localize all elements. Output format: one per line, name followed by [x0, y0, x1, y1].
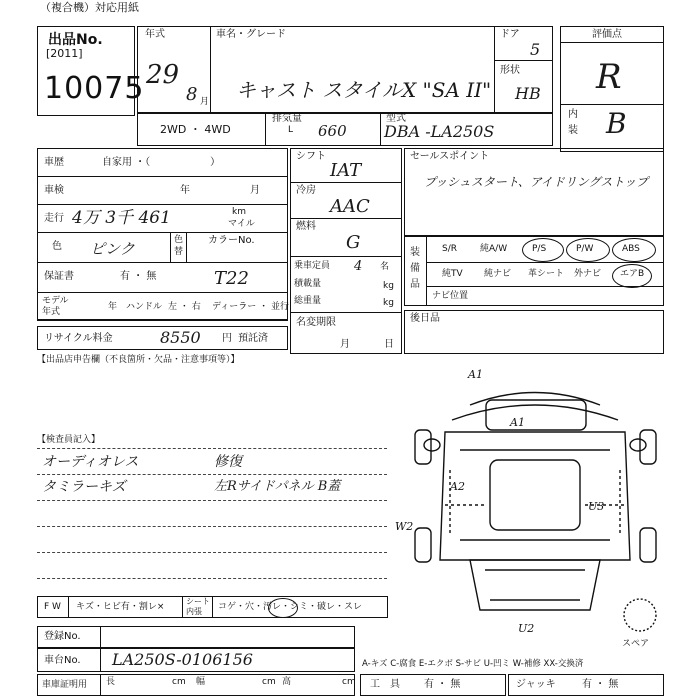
mark-u3: U3: [588, 500, 605, 513]
spare-label: スペア: [622, 639, 650, 649]
color-change-1: 色: [174, 235, 184, 245]
interior-label-1: 内: [568, 109, 578, 120]
mark-a2: A2: [450, 480, 465, 493]
total-weight-unit: kg: [383, 298, 394, 308]
name-change-day: 日: [384, 339, 394, 350]
type-value: DBA -LA250S: [384, 122, 495, 141]
equip-ext-navi: 外ナビ: [574, 269, 602, 279]
equipment-label-1: 装: [410, 247, 420, 258]
mileage-label: 走行: [44, 213, 64, 224]
registration-label: 登録No.: [44, 631, 81, 642]
chassis-value: LA250S-0106156: [112, 650, 253, 669]
cert-height: 高: [282, 677, 292, 687]
rear-item-label: 後日品: [410, 313, 440, 324]
handle-options: 左 ・ 右: [168, 302, 201, 312]
mark-u2: U2: [518, 622, 535, 635]
cert-label: 車庫証明用: [42, 680, 88, 690]
fuel-value: G: [346, 232, 361, 253]
equip-abs: ABS: [622, 244, 640, 254]
cert-length: 長: [106, 677, 116, 687]
model-year-unit: 年: [108, 302, 118, 312]
jack-options: 有 ・ 無: [582, 679, 619, 690]
handle-label: ハンドル: [126, 302, 163, 312]
year-month-value: 8: [186, 84, 198, 105]
model-name-label: 車名・グレード: [216, 29, 286, 40]
lot-small-number: [2011]: [46, 47, 83, 60]
inspector-note-2: タミラーキズ: [42, 479, 126, 495]
door-value: 5: [530, 40, 541, 59]
equipment-label-2: 備: [410, 263, 420, 274]
engine-unit: L: [288, 125, 294, 135]
engine-label: 排気量: [272, 113, 302, 124]
inspector-label: 【検査員記入】: [37, 435, 101, 445]
score-label: 評価点: [592, 29, 622, 40]
equip-aw: 純A/W: [480, 244, 508, 254]
recycle-label: リサイクル料金: [44, 333, 113, 344]
cert-height-cm: cm: [342, 677, 356, 687]
seat-options: コゲ・穴・汚レ・シミ・破レ・スレ: [218, 602, 363, 612]
type-label: 型式: [386, 113, 406, 124]
color-no-label: カラーNo.: [208, 235, 255, 246]
aircon-value: AAC: [330, 196, 370, 217]
jack-label: ジャッキ: [516, 679, 556, 690]
details-box: [37, 148, 288, 320]
load-label: 積載量: [294, 279, 322, 289]
inspection-year-unit: 年: [180, 185, 190, 196]
inspection-month-unit: 月: [250, 185, 260, 196]
sales-point-value: プッシュスタート、アイドリングストップ: [424, 175, 649, 189]
mark-w2: W2: [395, 520, 414, 533]
fw-options: キズ・ヒビ有・割レ×: [76, 602, 165, 612]
navi-position-label: ナビ位置: [432, 291, 469, 301]
door-label: ドア: [500, 29, 520, 40]
equip-sr: S/R: [442, 244, 457, 254]
model-year-label-2: 年式: [42, 307, 61, 317]
name-change-month: 月: [340, 339, 350, 350]
recycle-unit: 円: [222, 333, 232, 344]
shape-value: HB: [515, 84, 541, 103]
interior-value: B: [606, 107, 627, 140]
inspector-note-3: 修復: [214, 454, 242, 470]
model-name-value: キャスト スタイルX "SA II": [236, 78, 492, 102]
history-label: 車歴: [44, 157, 64, 168]
sales-point-label: セールスポイント: [410, 151, 490, 162]
cert-width-cm: cm: [262, 677, 276, 687]
shape-label: 形状: [500, 65, 520, 76]
aircon-label: 冷房: [296, 185, 316, 196]
lot-label: 出品No.: [48, 32, 103, 48]
capacity-unit: 名: [380, 262, 390, 272]
cert-length-cm: cm: [172, 677, 186, 687]
inspection-label: 車検: [44, 185, 64, 196]
fw-label: F W: [44, 602, 61, 612]
damage-legend: A-キズ C-腐食 E-エクボ S-サビ U-凹ミ W-補修 XX-交換済: [362, 659, 584, 669]
interior-label-2: 装: [568, 125, 578, 136]
fuel-label: 燃料: [296, 221, 316, 232]
year-value: 29: [146, 60, 180, 90]
year-month-unit: 月: [200, 97, 210, 107]
seat-label-2: 内張: [186, 607, 202, 616]
cert-width: 幅: [196, 677, 206, 687]
inspector-note-4: 左Rサイドパネル B蓋: [214, 479, 341, 494]
lot-number: 10075: [44, 71, 145, 106]
top-note: （複合機）対応用紙: [40, 1, 139, 14]
drive-option: 2WD ・ 4WD: [160, 123, 231, 136]
model-year-label-1: モデル: [42, 296, 69, 306]
seat-label-1: シート: [186, 597, 210, 606]
warranty-options: 有 ・ 無: [120, 271, 157, 282]
exhibitor-notes-label: 【出品店申告欄（不良箇所・欠品・注意事項等）】: [37, 355, 240, 365]
mileage-unit-km: km: [232, 207, 246, 217]
shift-value: IAT: [330, 160, 362, 181]
shift-label: シフト: [296, 151, 326, 162]
engine-value: 660: [318, 122, 347, 140]
history-value: 自家用 ・（ ）: [102, 157, 221, 168]
equip-tv: 純TV: [442, 269, 463, 279]
registration-box: [37, 626, 355, 648]
year-label: 年式: [145, 29, 165, 40]
dealer-label: ディーラー ・ 並行: [212, 302, 290, 312]
tools-label: 工 具: [370, 679, 400, 690]
car-damage-diagram: [390, 360, 680, 650]
mileage-value: 4万 3千 461: [72, 208, 171, 228]
color-no-value: T22: [214, 268, 249, 289]
recycle-value: 8550: [160, 328, 201, 347]
equip-airbag: エアB: [620, 269, 645, 279]
recycle-deposit: 預託済: [238, 333, 268, 344]
score-value: R: [596, 57, 622, 97]
equip-pw: P/W: [576, 244, 594, 254]
tools-options: 有 ・ 無: [424, 679, 461, 690]
mark-a1-top: A1: [468, 368, 483, 381]
equip-ps: P/S: [532, 244, 547, 254]
equip-navi: 純ナビ: [484, 269, 512, 279]
equip-leather: 革シート: [528, 269, 565, 279]
warranty-label: 保証書: [44, 271, 74, 282]
mark-a1-hood: A1: [510, 416, 525, 429]
name-change-label: 名変期限: [296, 317, 336, 328]
equipment-label-3: 品: [410, 279, 420, 290]
color-value: ピンク: [90, 240, 135, 258]
total-weight-label: 総重量: [294, 296, 322, 306]
inspector-note-1: オーディオレス: [42, 454, 139, 470]
rear-item-box: [404, 310, 664, 354]
chassis-label: 車台No.: [44, 655, 81, 666]
color-change-2: 替: [174, 247, 184, 257]
mileage-unit-mile: マイル: [228, 219, 255, 229]
color-label: 色: [52, 241, 62, 252]
capacity-label: 乗車定員: [294, 261, 331, 271]
capacity-value: 4: [354, 259, 363, 274]
load-unit: kg: [383, 281, 394, 291]
